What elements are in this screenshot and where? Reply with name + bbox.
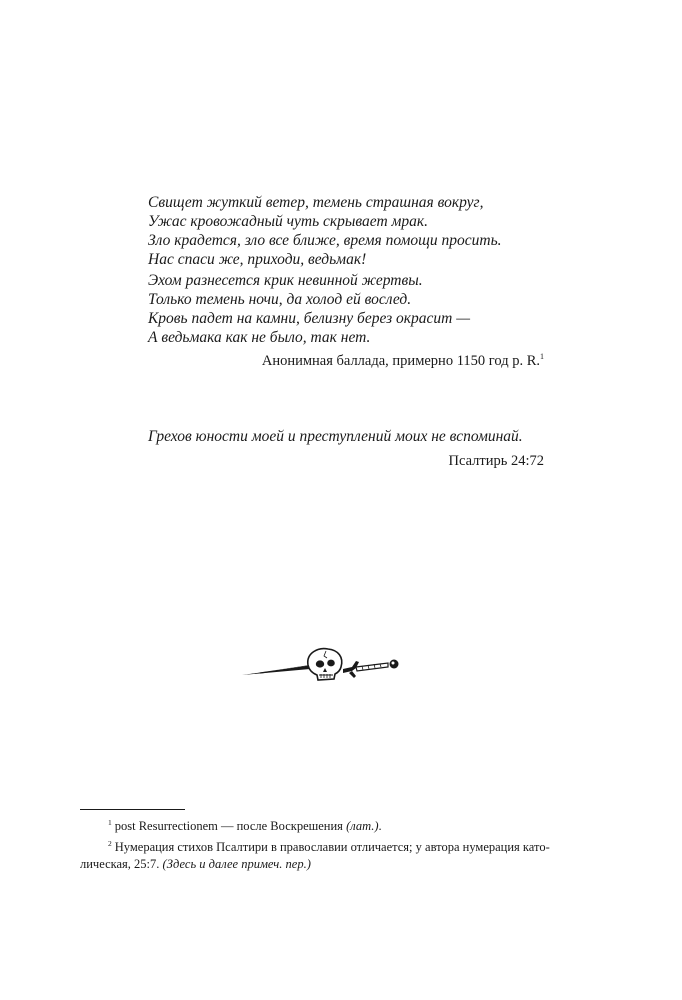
psalm-quote: Грехов юности моей и преступлений моих не вспоминай.	[148, 428, 523, 445]
footnote-note: (лат.)	[346, 819, 379, 833]
footnote-tail: .	[378, 819, 382, 833]
skull-and-sword-icon	[240, 643, 410, 685]
poem-line: А ведьмака как не было, так нет.	[148, 329, 371, 346]
poem-line: Ужас кровожадный чуть скрывает мрак.	[148, 213, 429, 230]
footnote-rule	[80, 809, 185, 810]
footnote-1	[80, 814, 600, 835]
footnote-marker: 2	[108, 839, 112, 848]
footnote-marker: 1	[108, 818, 112, 827]
poem-line: Зло крадется, зло все ближе, время помощи просить.	[148, 232, 502, 249]
footnotes	[80, 814, 600, 873]
footnote-2	[80, 835, 600, 856]
psalm-attribution: Псалтирь 24:72	[448, 453, 544, 469]
poem-line: Только темень ночи, да холод ей вослед.	[148, 291, 412, 308]
attribution-text: Анонимная баллада, примерно 1150 год p. R.	[261, 353, 540, 369]
footnote-text: post Resurrectionem — после Воскрешения	[114, 819, 347, 833]
epigraph-stanza-2	[148, 271, 548, 347]
footnote-text: лическая, 25:7.	[80, 857, 163, 871]
poem-line: Кровь падет на камни, белизну берез окрасит —	[148, 310, 471, 327]
footnote-note: (Здесь и далее примеч. пер.)	[162, 857, 311, 871]
footnote-text: Нумерация стихов Псалтири в православии отличается; у автора нумерация като-	[114, 840, 550, 854]
poem-line: Эхом разнесется крик невинной жертвы.	[148, 272, 423, 289]
epigraph-stanza-1	[148, 193, 548, 269]
poem-line: Свищет жуткий ветер, темень страшная вокруг,	[148, 194, 484, 211]
footnote-2-continued	[80, 856, 600, 873]
footnote-ref: 1	[540, 352, 544, 361]
poem-line: Нас спаси же, приходи, ведьмак!	[148, 251, 367, 268]
ballad-attribution	[262, 348, 544, 370]
